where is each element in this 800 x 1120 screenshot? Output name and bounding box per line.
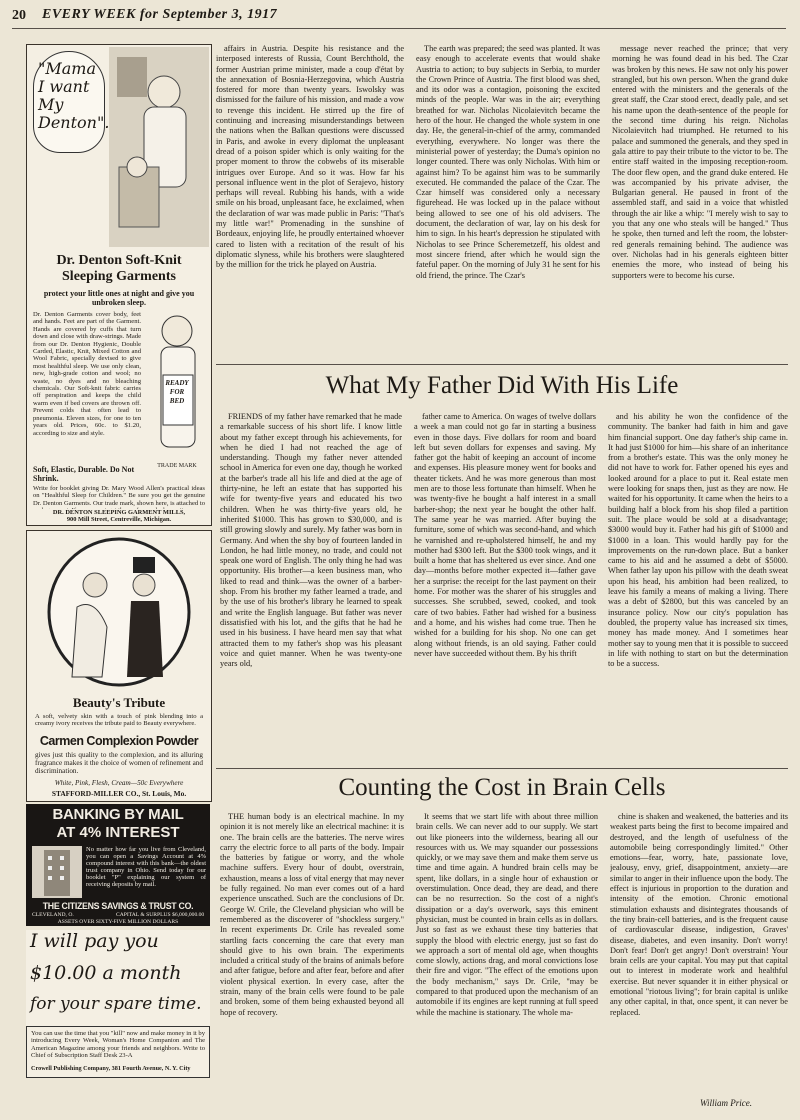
pay-company: Crowell Publishing Company, 381 Fourth Avenue, N. Y. City	[31, 1065, 191, 1072]
rule-2	[216, 768, 788, 769]
denton-company: DR. DENTON SLEEPING GARMENT MILLS,	[52, 509, 186, 516]
father-col1: FRIENDS of my father have remarked that he made a remarkable success of his short life. I know little about my father except through his achievements, for when he died I had not reached the age of understanding. Though my father never attended school in America for even one day, though he worked at the barber's trade all his life and died at the age of thirty-nine, he left an estate that has supported his wife for twenty-five years and educated his two children. When he was thirty-five years old, he inherited $1000. This has grown to $30,000, and is still growing slowly and surely. My father was born in Germany. And when the shy boy of fourteen landed in London, he had little money, no trade, and could not speak one word of English. The only thing he had was opportunity. His brother—a keen business man, who liked to read and think—was the owner of a barber-shop. From his brother my father learned a trade, and by the use of his brother's library he learned to speak and write the English language. But father was never dissatisfied with his lot, and the gifts that he had he used in his business. I have heard men say that what attracted them to my father's shop was his pleasant voice and quiet manner. When he was twenty-one years old,	[220, 412, 402, 669]
pay-script-line1: I will pay you	[30, 930, 159, 952]
page-header	[12, 4, 782, 30]
cameo-illustration	[47, 537, 191, 687]
denton-body: Dr. Denton Garments cover body, feet and hands. Feet are part of the Garment. Hands are covered by cuffs that turn down and close with draw-strings. Made from our Dr. Denton Hygienic, Double Carded, Elastic, Knit, Mixed Cotton and Wool Fabric, specially devised to give most healthful sleep. We use only clean, new, high-grade cotton and wool; no waste, no dyes and no bleaching chemicals. Our Soft-knit fabric carries off perspiration and keeps the child warm even if bed covers are thrown off. Prevent colds that often lead to pneumonia. Eleven sizes, for one to ten years old. Prices, 60c. to $1.20, according to size and style.	[33, 311, 141, 437]
brain-col2: It seems that we start life with about three million brain cells. We can never add to our supply. We start out like pioneers into the wilderness, bearing all our resources with us. We may squander our possessions quickly, or we may save them and make them serve us time and time again. A hundred brain cells may be spent, like dollars, in a single hour of exhaustion or overstimulation. Once dead, they are dead, and there can be no resurrection. So the cost of a night's dissipation or a day's overwork, says this eminent physician, must be counted in brain cells as in dollars. Just so fast as we exhaust these tiny batteries that supply the blood with electric energy, just so fast do we approach a sort of mental old age, when thoughts come slowly, actions drag, and moral convictions lose their fire and vigor. "The effect of the emotions upon the body mechanism," says Dr. Crile, "may be compared to that produced upon the mechanism of an automobile if its engines are kept running at full speed while the machine is stationary. The whole ma-	[416, 812, 598, 1017]
page-number: 20	[12, 8, 26, 23]
bank-line1: BANKING BY MAIL	[52, 806, 184, 823]
carmen-text2: gives just this quality to the complexion, and its alluring fragrance makes it the choice of women of refinement and discrimination.	[35, 751, 203, 775]
speech-bubble	[33, 51, 110, 153]
ad-carmen	[26, 530, 212, 802]
denton-subtitle: Soft, Elastic, Durable. Do Not Shrink.	[33, 465, 135, 483]
pay-script-line3: for your spare time.	[30, 994, 202, 1014]
father-title: What My Father Did With His Life	[325, 372, 679, 399]
brain-col3: chine is shaken and weakened, the batteries and its weakest parts being the first to become impaired and destroyed, and the length of usefulness of the automobile being correspondingly limited." Other emotions—fear, worry, hate, passionate love, jealousy, envy, grief, disappointment, anxiety—are similar to anger in their influence upon the body. The effect is injurious in proportion to the duration and intensity of the emotion. Chronic emotional stimulation exhausts and disintegrates thousands of the tiny brain-cell batteries, and is the frequent cause of cardiovascular disease, indigestion, Graves' disease, diabetes, and even insanity. Don't worry! Don't fear! Don't get angry! Don't overstrain! Your brain cells are your capital. You may put that capital out to interest in moderate work and healthful exercise. But never squander it in either physical or emotional "riotous living"; for brain capital is unlike any other capital, in that, once spent, it can never be replaced.	[610, 812, 788, 1017]
denton-booklet: Write for booklet giving Dr. Mary Wood Allen's practical ideas on "Healthful Sleep for Children." Be sure you get the genuine Dr. Denton Garments. Our trade mark, shown here, is attached to	[33, 485, 205, 507]
carmen-shades: White, Pink, Flesh, Cream—50c Everywhere	[54, 779, 184, 787]
ready-for-bed-sign: READY FOR BED	[165, 379, 189, 405]
carmen-company: STAFFORD-MILLER CO., St. Louis, Mo.	[51, 789, 187, 798]
bank-line2: AT 4% INTEREST	[56, 824, 180, 841]
bank-assets: ASSETS OVER SIXTY-FIVE MILLION DOLLARS	[57, 919, 179, 925]
denton-subhead: protect your little ones at night and give you unbroken sleep.	[43, 289, 195, 307]
rule-1	[216, 364, 788, 365]
carmen-text1: A soft, velvety skin with a touch of pink blending into a creamy ivory receives the tribute paid to Beauty everywhere.	[35, 713, 203, 728]
bank-body: No matter how far you live from Cleveland, you can open a Savings Account at 4% compound interest with this bank—the oldest trust company in Ohio. Send today for our booklet "P" explaining our system of receiving deposits by mail.	[86, 846, 206, 888]
story-top-col4: message never reached the prince; that very morning he was found dead in his bed. The Czar was broken by this news. He saw not only his power strangled, but his own person. When the grand duke entered with the ministers and the generals of the great staff, the Czar stood erect, deadly pale, and set his name upon the death-sentence of the people for the second time during his reign. Nicholas Nicolaievitch had triumphed. He returned to his palace and summoned the generals, and they sped in gala attire to pay their tribute to the victor to be. The entire staff waited in the imposing reception-room. The door flew open, and the grand duke entered. He was accompanied by his private adviser, the Bulgarian general. He paused in front of the assembled staff, and said in a voice that whistled through the air like a whip: "I merely wish to say to you that any one who steals will be hanged." Thus he spoke, then turned and left the room, the lobster-red generals remaining behind. The audience was over. Nicholas had in his generals eighteen bitter enemies the more, who instead of being his supporters were to become his curse.	[612, 44, 788, 280]
ad-denton	[26, 44, 212, 526]
father-col2: father came to America. On wages of twelve dollars a week a man could not go far in starting a business even in those days. Five dollars for room and board left but seven dollars for expenses and saving. My father got the habit of keeping an account of income and expenses. His pleasure money went for books and theater tickets. And he was more generous than most men are to those less fortunate than himself. When he was twenty-five he bought a half interest in a small barber-shop; the next year he bought the other half. The same year he was married. After buying the furniture, some of which was second-hand, and which he varnished and re-upholstered himself, he and my mother had $300 left. But the $300 took wings, and it built a home that has sheltered us ever since. And one day—months before mother expected it—father gave her a surprise: the receipt for the last payment on their home. For mother was the sharer of his struggles and successes. She scrubbed, sewed, cooked, and took care of two babies. Father had wished for a business and a home, and his wishes had come true. Then he wished for a building for his shop. No one can get along without friends, is an old saying. Father could never have succeeded without them. By his thrift	[414, 412, 596, 658]
brain-col1: THE human body is an electrical machine. In my opinion it is not merely like an electrical machine: it is one. The brain cells are the batteries. The nerve wires carry the electric force to all parts of the body. Impair the batteries by fatigue or worry, and the whole machine suffers. Every hour of doubt, overstrain, exhaustion, means a loss of vital energy that may never be fully regained. No man ever comes out of a hard experience unscathed. Such are the conclusions of Dr. George W. Crile, the Cleveland physician who will be remembered as the discoverer of "shockless surgery." In recent experiments Dr. Crile has revealed some startling facts concerning the care that every man should give to his own brain. The experiments included a critical study of the brains of animals before and after fatigue, before and after fear, before and after violent physical exertion. In every case, after the strain, many of the brain cells were found to be pale and broken, some of them being exhausted beyond all hope of recovery.	[220, 812, 404, 1017]
bank-name: THE CITIZENS SAVINGS & TRUST CO.	[42, 901, 194, 911]
bank-city: CLEVELAND, O.	[32, 912, 74, 918]
bank-capital: CAPITAL & SURPLUS $6,000,000.00	[116, 912, 205, 918]
father-col3: and his ability he won the confidence of the community. The banker had faith in him and gave him financial support. One day father's ship came in. It had just $1000 for him—his share of an inheritance from a brother's estate. This was the only money he did not have to work for. Father opened his eyes and looked around for a place to put it. Real estate men were looking for snaps then, just as they are now. He waited for his opportunity. It came when the heirs to a building half a block from his shop filed a partition suit. The place would be sold at a disadvantage; $3000 would buy it. Father had his gift of $1000 and $1000 in a loan. This would hardly pay for the improvements on the run-down place. But a banker came to his aid and he assumed a debt of $5000. When father lay upon his pillow with the death sweat upon his head, his ambition had been realized, to leave his family a means of making a living. There was a debt of $2800, but this was canceled by an insurance policy. Now our city's population has doubled, the property value has increased six times, money has made money. And I sometimes hear mother say to young men that it is possible to succeed in life with nothing to start on but the determination to be a success.	[608, 412, 788, 669]
bubble-text: "Mama I want My Denton".	[38, 59, 110, 132]
story-top-col2: affairs in Austria. Despite his resistance and the interposed interests of Russia, Count Berchthold, the former Austrian prime minister, made a coup d'état by the annexation of Bosnia-Herzegovina, which Austria fostered for more than twenty years. Iswolsky was dismissed for the failure of his mission, and made a vow to revenge this incident. He stirred up the fire of continuing and increasing misunderstandings between the nations when the Balkan questions were discussed in Paris, and awoke in every diplomat the unpleasant dread of a poison spider which is only waiting for the proper moment to throw the cobwebs of its miserable intrigues over Europe. And so it was. How far his personal influence went in the plot of Serajevo, history perhaps will reveal. Rubbing his hands, with a wide smile on his broad, unpleasant face, he exclaimed, when the declaration of war was made public in Paris: "That's my little war!" Promenading in the sunshine of Bordeaux, enjoying life, he proudly entertained whoever cared to listen with a recitation of the result of his diplomatic slyness, while his brothers were slaughtered by the million for the trick he played on Austria.	[216, 44, 404, 270]
trade-mark-label: TRADE MARK	[157, 463, 197, 469]
pay-script-line2: $10.00 a month	[30, 962, 182, 984]
ad-pay	[26, 930, 210, 1078]
pay-body: You can use the time that you "kill" now and make money in it by introducing Every Week, Woman's Home Companion and The American Magazine among your friends and neighbors. Write to Chief of Subscription Staff Desk 23-A	[31, 1030, 205, 1059]
header-rule	[12, 28, 786, 29]
carmen-title: Beauty's Tribute	[72, 695, 166, 710]
brain-byline: William Price.	[700, 1098, 752, 1108]
ad-bank	[26, 804, 210, 926]
pay-box	[26, 1026, 210, 1078]
carmen-product: Carmen Complexion Powder	[39, 734, 199, 748]
denton-headline: Dr. Denton Soft-Knit Sleeping Garments	[56, 253, 182, 284]
child-illustration	[109, 47, 209, 247]
story-top-col3: The earth was prepared; the seed was planted. It was easy enough to accelerate events that would shake Austria to action; to buy subjects in Serbia, to murder the Crown Prince of Austria. The first blood was shed, and its odor was a contagion, poisoning the excited minds of the people. War was in the air; everything breathed for war. Nicholas Nicolaievitch became the hero of the hour. He changed the whole system in one day. He, the general-in-chief of the army, commanded everything, everywhere. No longer was there the ministerial power of yesterday; the Duma's opinion no longer counted. There was only Nicholas. With him or against him? To be against him was to be summarily executed. He commanded the palace of the Czar. The Czar himself was considered only a necessary figurehead. He was locked up in the palace without being allowed to see one of his old advisers. The document, the declaration of war, lay on his desk for him to sign. In his heart's depression he stipulated with Nicholas to see Prince Scheremetzeff, his oldest and most sincere friend, after which he would sign the fateful paper. On the morning of July 31 he sent for his old friend, the prince. The Czar's	[416, 44, 600, 280]
brain-title: Counting the Cost in Brain Cells	[338, 774, 666, 801]
bank-building-illustration	[32, 846, 82, 898]
denton-address: 900 Mill Street, Centreville, Michigan.	[66, 516, 172, 523]
magazine-title: EVERY WEEK for September 3, 1917	[42, 7, 278, 22]
